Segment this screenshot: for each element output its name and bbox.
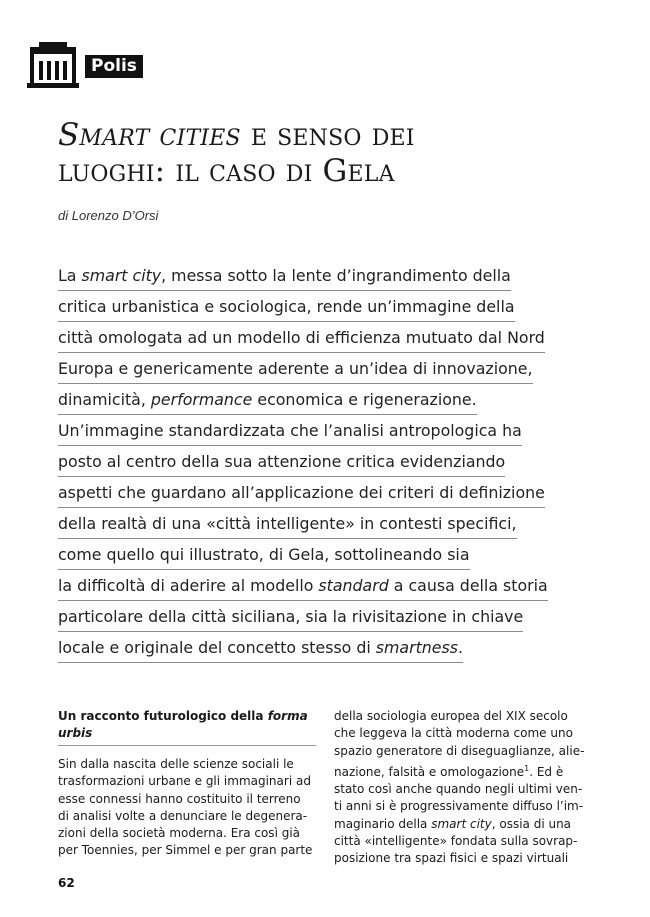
abstract-line: aspetti che guardano all’applicazione dei criteri di definizione (58, 479, 578, 510)
footnote-marker[interactable]: 1 (524, 763, 530, 773)
abstract-line: Un’immagine standardizzata che l’analisi antropologica ha (58, 417, 578, 448)
abstract-line: locale e originale del concetto stesso di smartness. (58, 634, 578, 665)
abstract-line: posto al centro della sua attenzione critica evidenziando (58, 448, 578, 479)
body-line: posizione tra spazi fisici e spazi virtuali (334, 851, 569, 866)
body-line: città «intelligente» fondata sulla sovrap- (334, 834, 578, 849)
title-line-2: luoghi: il caso di Gela (58, 153, 395, 189)
abstract-line: La smart city, messa sotto la lente d’ingrandimento della (58, 262, 578, 293)
section-label: Polis (85, 55, 143, 78)
building-icon (27, 42, 79, 88)
section-header (27, 42, 143, 88)
abstract-line: dinamicità, performance economica e rigenerazione. (58, 386, 578, 417)
article-title (58, 117, 415, 189)
title-italic-part: Smart cities (58, 117, 241, 153)
body-line: zioni della società moderna. Era così già (58, 826, 301, 841)
body-line: spazio generatore di diseguaglianze, alie- (334, 743, 585, 758)
body-line: che leggeva la città moderna come uno (334, 726, 573, 741)
abstract-line: Europa e genericamente aderente a un’idea di innovazione, (58, 355, 578, 386)
title-line-1 (58, 117, 415, 153)
body-column-right (334, 708, 592, 868)
abstract-line: critica urbanistica e sociologica, rende un’immagine della (58, 293, 578, 324)
abstract-line: particolare della città siciliana, sia la rivisitazione in chiave (58, 603, 578, 634)
body-line: esse connessi hanno costituito il terreno (58, 791, 301, 806)
section-subheading: Un racconto futurologico della forma urbis (58, 708, 316, 746)
abstract (58, 262, 578, 665)
body-line: per Toennies, per Simmel e per gran parte (58, 843, 313, 858)
author-byline: di Lorenzo D’Orsi (58, 208, 159, 223)
abstract-line: la difficoltà di aderire al modello standard a causa della storia (58, 572, 578, 603)
body-line: della sociologia europea del XIX secolo (334, 709, 568, 723)
body-line: trasformazioni urbane e gli immaginari ad (58, 774, 311, 789)
body-column-left (58, 708, 316, 860)
abstract-line: della realtà di una «città intelligente» in contesti specifici, (58, 510, 578, 541)
body-line: di analisi volte a denunciare le degenera- (58, 808, 308, 823)
body-line: maginario della smart city, ossia di una (334, 816, 572, 831)
body-line: stato così anche quando negli ultimi ven- (334, 782, 583, 797)
body-line: ti anni si è progressivamente diffuso l’im- (334, 799, 584, 814)
body-line: Sin dalla nascita delle scienze sociali le (58, 757, 294, 771)
title-roman-part: e senso dei (240, 117, 415, 153)
abstract-line: città omologata ad un modello di efficienza mutuato dal Nord (58, 324, 578, 355)
page-number: 62 (58, 876, 75, 890)
abstract-line: come quello qui illustrato, di Gela, sottolineando sia (58, 541, 578, 572)
body-line: nazione, falsità e omologazione$^1$. Ed è (334, 763, 564, 779)
